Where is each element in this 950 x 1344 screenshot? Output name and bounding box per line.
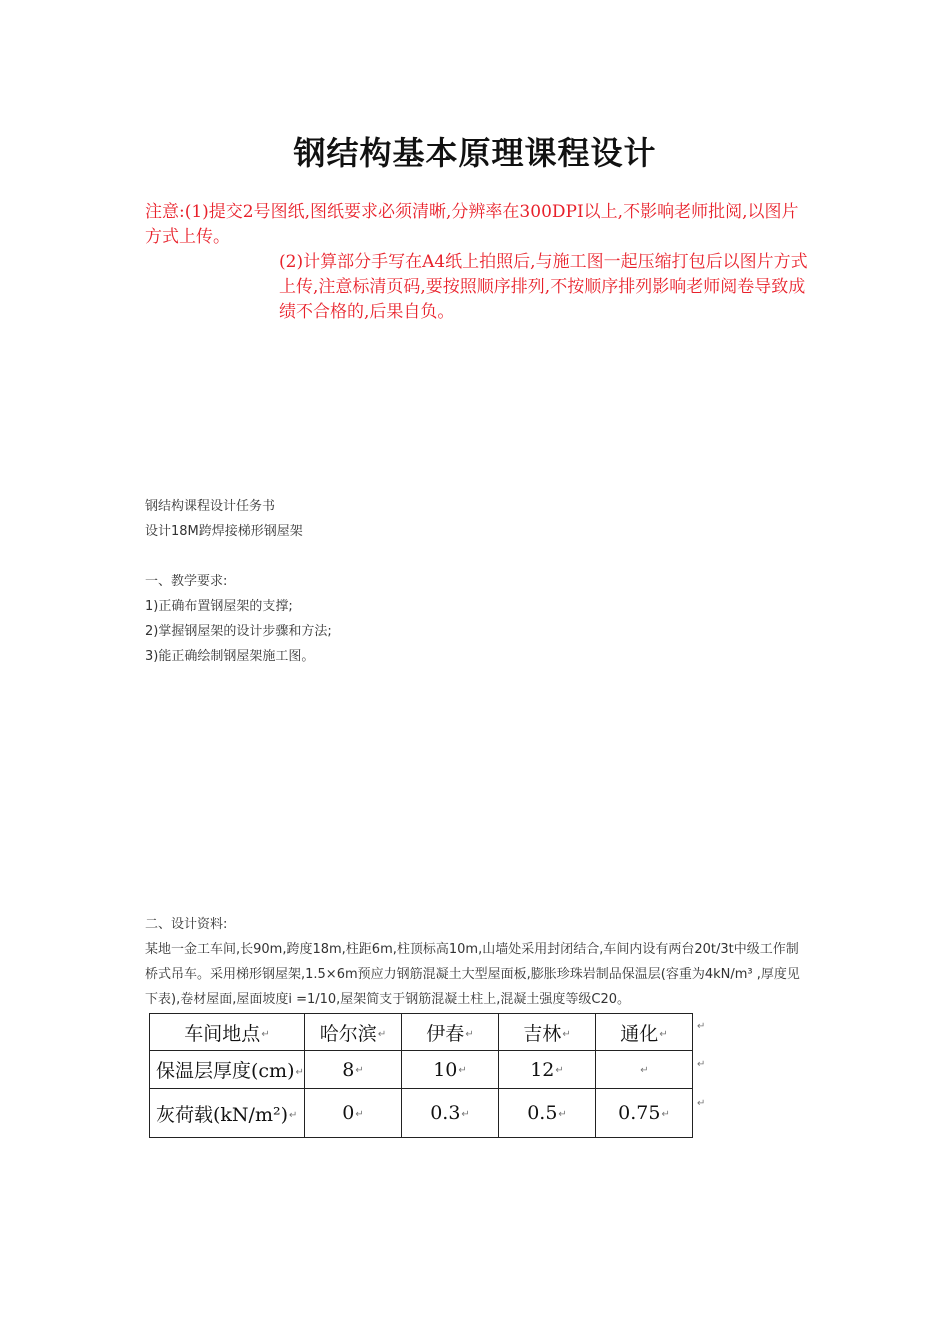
paragraph-mark: ↵ <box>458 1065 467 1076</box>
paragraph-mark: ↵ <box>465 1029 474 1040</box>
requirement-item: 1)正确布置钢屋架的支撑; <box>145 599 293 614</box>
cell-text: 车间地点 <box>184 1022 261 1045</box>
paragraph-mark: ↵ <box>562 1029 571 1040</box>
table-cell <box>150 1014 305 1051</box>
table-cell <box>402 1014 499 1051</box>
paragraph-mark: ↵ <box>295 1066 304 1078</box>
table-cell <box>150 1089 305 1138</box>
cell-text: 10 <box>433 1058 458 1081</box>
cell-text: 吉林 <box>523 1022 562 1045</box>
table-row <box>150 1089 693 1138</box>
paragraph-mark: ↵ <box>555 1065 564 1076</box>
row-end-mark: ↵ <box>697 1021 706 1032</box>
requirement-item: 3)能正确绘制钢屋架施工图。 <box>145 649 315 664</box>
table-cell <box>596 1051 693 1089</box>
paragraph-mark: ↵ <box>659 1029 668 1040</box>
row-end-mark: ↵ <box>697 1098 706 1109</box>
requirements-heading: 一、教学要求: <box>145 574 228 589</box>
table-cell <box>499 1089 596 1138</box>
paragraph-mark: ↵ <box>355 1108 364 1120</box>
paragraph-mark: ↵ <box>461 1108 470 1120</box>
page-title: 钢结构基本原理课程设计 <box>293 134 657 172</box>
design-data-heading: 二、设计资料: <box>145 917 228 932</box>
paragraph-mark: ↵ <box>355 1065 364 1076</box>
paragraph-mark: ↵ <box>661 1108 670 1120</box>
table-cell <box>402 1089 499 1138</box>
paragraph-mark: ↵ <box>261 1029 270 1040</box>
cell-text: 0 <box>342 1102 355 1124</box>
paragraph-mark: ↵ <box>640 1065 649 1076</box>
cell-text: 通化 <box>620 1022 659 1045</box>
table-cell <box>305 1014 402 1051</box>
table-cell <box>305 1089 402 1138</box>
insulation-load-table <box>149 1013 693 1138</box>
requirement-item: 2)掌握钢屋架的设计步骤和方法; <box>145 624 332 639</box>
design-data-section <box>145 912 810 1012</box>
cell-text: 0.75 <box>618 1102 661 1124</box>
row-end-mark: ↵ <box>697 1059 706 1070</box>
table-cell <box>596 1014 693 1051</box>
cell-text: 保温层厚度(cm) <box>156 1060 295 1082</box>
table-cell <box>150 1051 305 1089</box>
table-cell <box>402 1051 499 1089</box>
paragraph-mark: ↵ <box>289 1110 298 1121</box>
paragraph-mark: ↵ <box>377 1029 387 1040</box>
cell-text: 12 <box>530 1058 555 1081</box>
cell-text: 哈尔滨 <box>319 1022 377 1045</box>
notice-line-1: 注意:(1)提交2号图纸,图纸要求必须清晰,分辨率在300DPI以上,不影响老师批阅,以图片方式上传。 <box>145 202 799 247</box>
design-data-paragraph: 某地一金工车间,长90m,跨度18m,柱距6m,柱顶标高10m,山墙处采用封闭结合,车间内设有两台20t/3t中级工作制桥式吊车。采用梯形钢屋架,1.5×6m预应力钢筋混凝土大型屋面板,膨胀珍珠岩制品保温层(容重为4kN/m³ ,厚度见下表),卷材屋面,屋面坡度i =1/10,屋架简支于钢筋混凝土柱上,混凝土强度等级C20。 <box>145 942 800 1007</box>
task-heading: 钢结构课程设计任务书 <box>145 499 276 514</box>
requirements-section <box>145 569 810 669</box>
table-cell <box>305 1051 402 1089</box>
submission-notice <box>145 200 813 325</box>
task-subject: 设计18M跨焊接梯形钢屋架 <box>145 524 303 539</box>
table-header-row <box>150 1014 693 1051</box>
cell-text: 0.5 <box>527 1102 558 1124</box>
table-cell <box>499 1014 596 1051</box>
table-cell <box>596 1089 693 1138</box>
cell-text: 伊春 <box>426 1022 465 1045</box>
table-cell <box>499 1051 596 1089</box>
cell-text: 灰荷载(kN/m²) <box>156 1103 288 1126</box>
cell-text: 0.3 <box>430 1102 461 1124</box>
cell-text: 8 <box>342 1058 355 1081</box>
notice-line-2: (2)计算部分手写在A4纸上拍照后,与施工图一起压缩打包后以图片方式上传,注意标清页码,要按照顺序排列,不按顺序排列影响老师阅卷导致成绩不合格的,后果自负。 <box>279 252 808 322</box>
table-row <box>150 1051 693 1089</box>
task-section <box>145 494 810 544</box>
paragraph-mark: ↵ <box>558 1108 567 1120</box>
